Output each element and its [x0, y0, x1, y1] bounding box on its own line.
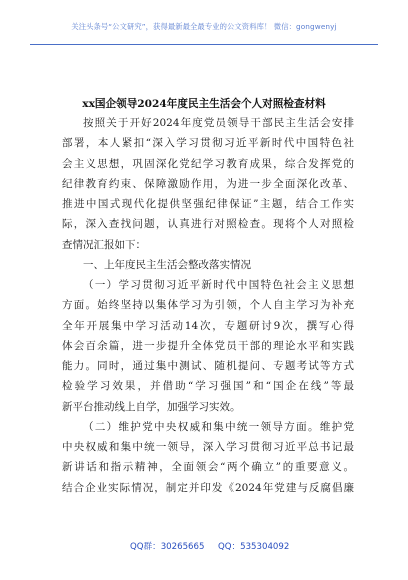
footer-qq: QQ：535304092 — [218, 542, 290, 552]
subsection-heading: （二）维护党中央权威和集中统一领导方面。维护党 — [83, 420, 354, 433]
paragraph-line: 查情况汇报如下： — [62, 238, 146, 251]
paragraph-line: 新平台推动线上自学，加强学习实效。 — [62, 400, 241, 413]
header-banner: 关注头条号“公文研究”，获得最新最全最专业的公文资料库！ 微信：gongwenyj — [71, 22, 337, 31]
footer-qq-group: QQ群：30265665 — [130, 542, 205, 552]
paragraph-line: 会主义思想，巩固深化党纪学习教育成果，综合发挥党的 — [62, 157, 354, 170]
paragraph-line: 纪律教育约束、保障激励作用，为进一步全面深化改革、 — [62, 177, 354, 190]
paragraph-line: 际，深入查找问题，认真进行对照检查。现将个人对照检 — [62, 218, 354, 231]
paragraph-line: 能力。同时，通过集中测试、随机提问、专题考试等方式 — [62, 360, 354, 372]
paragraph-line: 推进中国式现代化提供坚强纪律保证”主题，结合工作实 — [62, 198, 354, 210]
paragraph-line: 检验学习效果，并借助“学习强国”和“国企在线”等最 — [62, 380, 354, 393]
paragraph-line: 新讲话和指示精神，全面领会“两个确立”的重要意义。 — [62, 461, 354, 474]
paragraph-line: 部署，本人紧扣“深入学习贯彻习近平新时代中国特色社 — [62, 137, 354, 150]
section-heading: 一、上年度民主生活会整改落实情况 — [83, 258, 251, 271]
paragraph-line: 结合企业实际情况，制定并印发《2024年党建与反腐倡廉 — [62, 481, 354, 494]
header-divider — [30, 44, 378, 45]
paragraph-line: 体会百余篇，进一步提升全体党员干部的理论水平和实践 — [62, 339, 354, 352]
paragraph-line: 方面。始终坚持以集体学习为引领，个人自主学习为补充 — [62, 299, 354, 312]
document-body — [62, 113, 354, 498]
footer-contact — [0, 540, 408, 554]
paragraph-line: 中央权威和集中统一领导，深入学习贯彻习近平总书记最 — [62, 441, 354, 453]
paragraph-line: 全年开展集中学习活动14次，专题研讨9次，撰写心得 — [62, 319, 354, 332]
document-title: xx国企领导2024年度民主生活会个人对照检查材料 — [82, 98, 326, 110]
subsection-heading: （一）学习贯彻习近平新时代中国特色社会主义思想 — [83, 279, 354, 291]
paragraph-line: 按照关于开好2024年度党员领导干部民主生活会安排 — [83, 117, 354, 129]
